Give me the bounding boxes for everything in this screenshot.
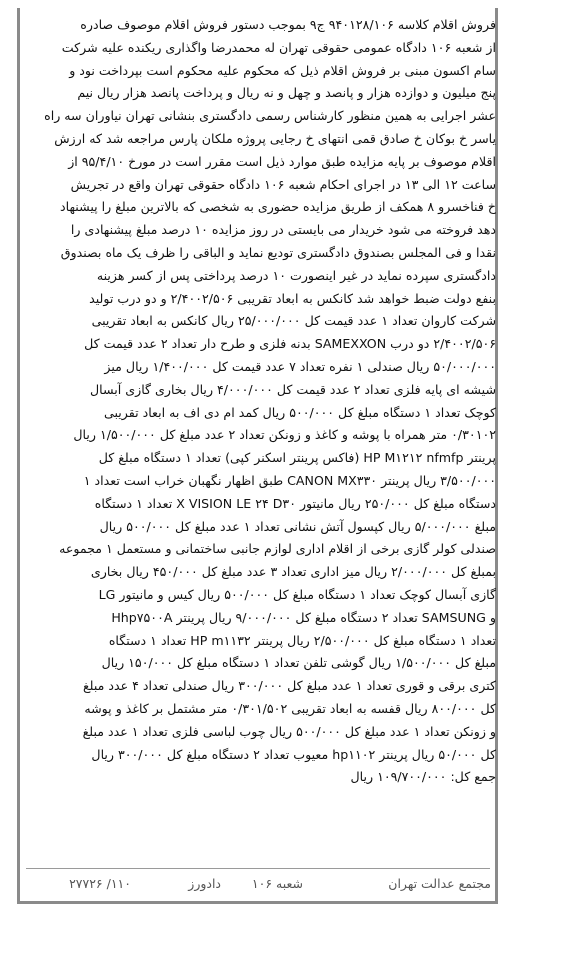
notice-line: از شعبه ۱۰۶ دادگاه عمومی حقوقی تهران له محمدرضا واگذاری ریکنده علیه شرکت [61,39,496,55]
notice-line: ساعت ۱۲ الی ۱۳ در اجرای احکام شعبه ۱۰۶ دادگاه حقوقی تهران واقع در تجریش [70,176,496,192]
notice-body [31,14,496,789]
notice-line: دستگاه مبلغ کل ۲۵۰/۰۰۰ ریال مانیتور X VISION LE ۲۴ D۳۰ تعداد ۱ دستگاه [94,495,496,511]
footer-divider [26,868,490,869]
notice-line: شیشه ای پایه فلزی تعداد ۲ عدد قیمت کل ۴/۰۰۰/۰۰۰ ریال بخاری گازی آبسال [90,381,496,397]
notice-line: یاسر خ بوکان خ صادق قمی انتهای خ رجایی پروژه ملکان پارس مراجعه شد که ارزش [54,130,496,146]
notice-line: ۲/۴۰۰۲/۵۰۶ دو درب SAMEXXON بدنه فلزی و طرح دار تعداد ۲ عدد قیمت کل [84,336,496,352]
notice-line: فروش اقلام کلاسه ۹۴۰۱۲۸/۱۰۶ ج۹ بموجب دستور فروش اقلام موصوف صادره [80,17,496,32]
notice-line: و SAMSUNG تعداد ۲ دستگاه مبلغ کل ۹/۰۰۰/۰۰۰ ریال پرینتر Hhp۷۵۰۰A [111,609,496,625]
notice-line: صندلی کولر گازی برخی از اقلام اداری لوازم جانبی ساختمانی و مستعمل ۱ مجموعه [59,541,496,557]
notice-line: دهد فروخته می شود خریدار می بایستی در روز مزایده ۱۰ درصد مبلغ پیشنهادی را [70,222,496,238]
footer-office: دادورز [188,875,221,891]
notice-line: مبلغ کل ۱/۵۰۰/۰۰۰ ریال گوشی تلفن تعداد ۱ دستگاه مبلغ کل ۱۵۰/۰۰۰ ریال [101,655,496,671]
notice-line: شرکت کاروان تعداد ۱ عدد قیمت کل ۲۵/۰۰۰/۰۰۰ ریال کانکس به ابعاد تقریبی [91,313,496,329]
notice-line: اقلام موصوف بر پایه مزایده طبق موارد ذیل است مقرر است در مورخ ۹۵/۴/۱۰ از [68,153,496,169]
footer-branch: شعبه ۱۰۶ [251,875,303,891]
notice-line: پرینتر HP M۱۲۱۲ nfmfp (فاکس پرینتر اسکنر کپی) تعداد ۱ دستگاه مبلغ کل [98,450,496,466]
notice-line: عشر اجرایی به همین منظور کارشناس رسمی دادگستری بنشانی تهران نیاوران سه راه [44,108,496,124]
notice-line: ۰/۳۰۱۰۲ متر همراه با پوشه و کاغذ و زونکن تعداد ۲ عدد مبلغ کل ۱/۵۰۰/۰۰۰ ریال [73,427,496,443]
notice-line: بمبلغ کل ۲/۰۰۰/۰۰۰ ریال میز اداری تعداد ۳ عدد مبلغ کل ۴۵۰/۰۰۰ ریال بخاری [90,564,496,580]
notice-total: جمع کل: ۱۰۹/۷۰۰/۰۰۰ ریال [350,769,496,785]
notice-line: بنفع دولت ضبط خواهد شد کانکس به ابعاد تقریبی ۲/۴۰۰۲/۵۰۶ و دو درب تولید [89,290,496,306]
notice-line: کل ۸۰۰/۰۰۰ ریال قفسه به ابعاد تقریبی ۰/۳۰۱/۵۰۲ متر مشتمل بر کاغذ و پوشه [84,700,496,716]
notice-line: کتری برقی و قوری تعداد ۱ عدد مبلغ کل ۳۰۰/۰۰۰ ریال صندلی تعداد ۴ عدد مبلغ [82,678,496,694]
notice-line: گازی آبسال کوچک تعداد ۱ دستگاه مبلغ کل ۵۰۰/۰۰۰ ریال کیس و مانیتور LG [98,586,496,602]
notice-line: ۵۰/۰۰۰/۰۰۰ ریال صندلی ۱ نفره تعداد ۷ عدد قیمت کل ۱/۴۰۰/۰۰۰ ریال میز [104,358,496,374]
notice-line: کل ۵۰/۰۰۰ ریال پرینتر hp۱۱۰۲ معیوب تعداد ۲ دستگاه مبلغ کل ۳۰۰/۰۰۰ ریال [91,746,496,762]
notice-line: و زونکن تعداد ۱ عدد مبلغ کل ۵۰۰/۰۰۰ ریال چوب لباسی فلزی تعداد ۱ عدد مبلغ [82,723,496,739]
notice-line: نقدا و فی المجلس بصندوق دادگستری تودیع نماید و الباقی را ظرف یک ماه بصندوق [60,244,496,260]
footer-court: مجتمع عدالت تهران [388,875,491,891]
notice-line: کوچک تعداد ۱ دستگاه مبلغ کل ۵۰۰/۰۰۰ ریال کمد ام دی اف به ابعاد تقریبی [103,404,496,420]
notice-line: پنج میلیون و دوازده هزار و پانصد و چهل و نه ریال و پرداخت پانصد هزار ریال نیم [77,85,496,101]
notice-footer [31,872,491,894]
notice-line: مبلغ ۵/۰۰۰/۰۰۰ ریال کپسول آتش نشانی تعداد ۱ عدد مبلغ کل ۵۰۰/۰۰۰ ریال [99,518,496,534]
notice-line: سام اکسون مبنی بر فروش اقلام ذیل که محکوم علیه محکوم است بپرداخت نود و [69,62,496,78]
page-margin [17,904,498,973]
notice-line: ۳/۵۰۰/۰۰۰ ریال پرینتر CANON MX۳۳۰ طبق اظهار نگهبان خراب است تعداد ۱ [83,472,496,488]
notice-line: تعداد ۱ دستگاه مبلغ کل ۲/۵۰۰/۰۰۰ ریال پرینتر HP m۱۱۳۲ تعداد ۱ دستگاه [108,632,496,648]
notice-line: دادگستری سپرده نماید در غیر اینصورت ۱۰ درصد پرداختی پس از کسر هزینه [96,267,496,283]
notice-line: خ فناخسرو ۸ همکف از طریق مزایده حضوری به شخصی که بالاترین مبلغ را پیشنهاد [60,199,496,215]
footer-code: ۱۱۰/ ۲۷۷۲۶ [69,875,131,891]
